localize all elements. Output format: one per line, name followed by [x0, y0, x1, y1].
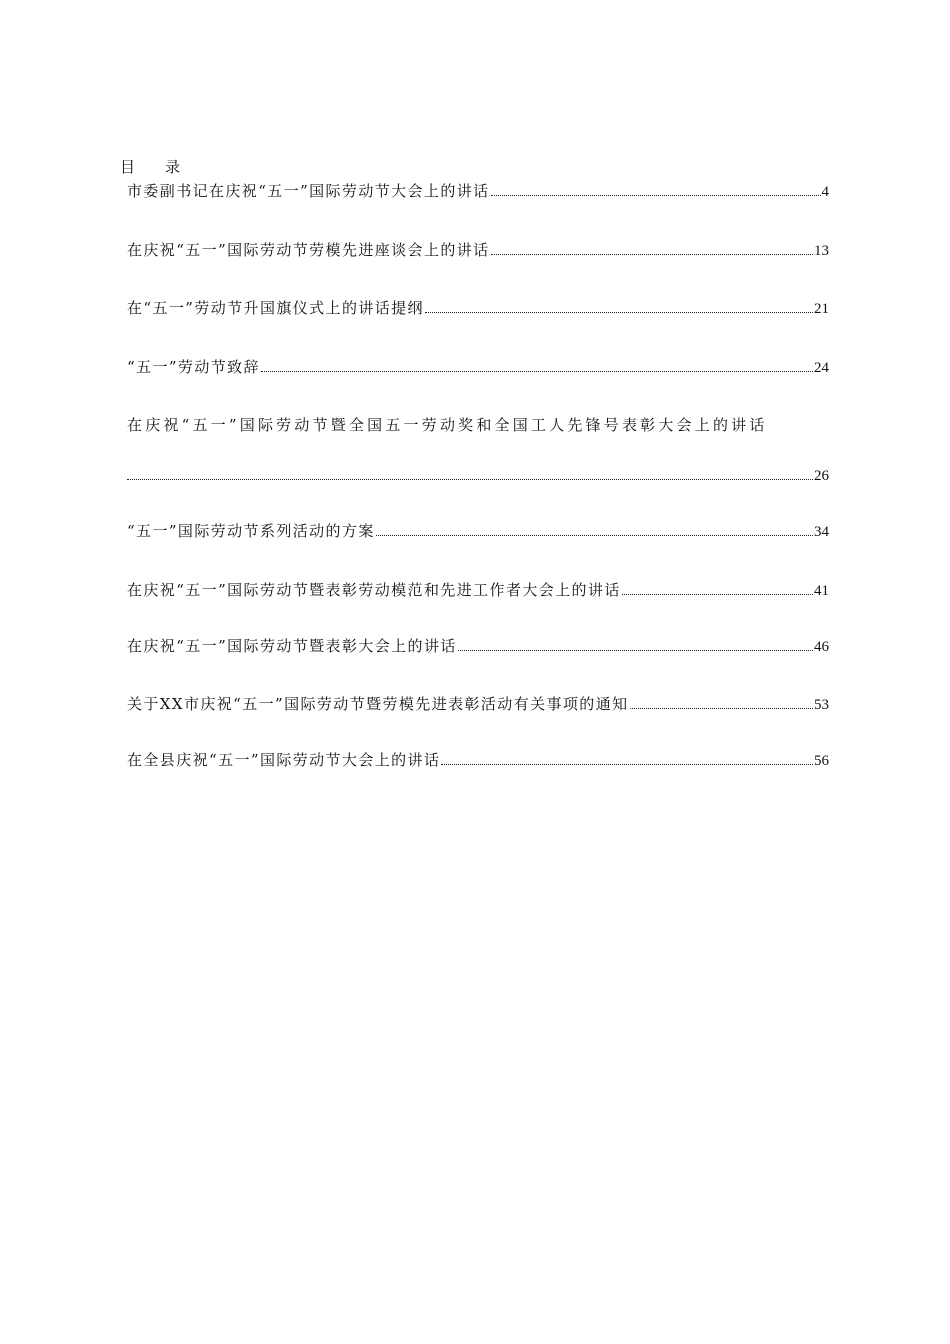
toc-entry-page: 21	[814, 301, 829, 317]
toc-leader-dots	[441, 764, 813, 765]
toc-entry[interactable]	[127, 750, 829, 771]
toc-entry[interactable]	[127, 521, 829, 542]
toc-entry-title: “五一”劳动节致辞	[127, 358, 260, 376]
toc-entry-page: 46	[814, 639, 829, 655]
toc-entry-page: 26	[814, 468, 829, 484]
toc-entry-page: 56	[814, 753, 829, 769]
toc-entry[interactable]	[127, 181, 829, 202]
toc-entry-title: 在庆祝“五一”国际劳动节暨表彰劳动模范和先进工作者大会上的讲话	[127, 581, 621, 599]
toc-leader-dots	[622, 594, 813, 595]
toc-entry-title: 在“五一”劳动节升国旗仪式上的讲话提纲	[127, 299, 424, 317]
toc-entry[interactable]	[127, 357, 829, 378]
toc-entry-title: 在庆祝“五一”国际劳动节暨全国五一劳动奖和全国工人先锋号表彰大会上的讲话	[127, 416, 768, 434]
toc-entry-page: 4	[821, 184, 829, 200]
toc-entry[interactable]	[127, 240, 829, 261]
toc-leader-dots	[127, 479, 813, 480]
toc-entry-title: 关于XX市庆祝“五一”国际劳动节暨劳模先进表彰活动有关事项的通知	[127, 695, 629, 713]
toc-leader-dots	[491, 254, 813, 255]
toc-entry-page: 41	[814, 583, 829, 599]
toc-leader-dots	[376, 535, 813, 536]
toc-entry-title: 在庆祝“五一”国际劳动节劳模先进座谈会上的讲话	[127, 241, 490, 259]
toc-entry-title: 市委副书记在庆祝“五一”国际劳动节大会上的讲话	[127, 182, 490, 200]
toc-entry[interactable]	[127, 580, 829, 601]
toc-leader-dots	[425, 312, 813, 313]
toc-heading-right: 录	[165, 158, 181, 176]
toc-heading-left: 目	[120, 158, 136, 176]
toc-leader-dots	[261, 371, 813, 372]
toc-entry-page: 13	[814, 243, 829, 259]
toc-entry-page: 24	[814, 360, 829, 376]
toc-entry-title: “五一”国际劳动节系列活动的方案	[127, 522, 375, 540]
toc-entry[interactable]	[127, 298, 829, 319]
toc-entry[interactable]	[127, 694, 829, 715]
toc-entry[interactable]	[127, 636, 829, 657]
toc-entry-title: 在庆祝“五一”国际劳动节暨表彰大会上的讲话	[127, 637, 457, 655]
toc-leader-dots	[491, 195, 821, 196]
toc-entry-page: 53	[814, 697, 829, 713]
toc-entry-page: 34	[814, 524, 829, 540]
toc-entry-continuation[interactable]	[127, 466, 829, 486]
toc-leader-dots	[458, 650, 813, 651]
toc-leader-dots	[630, 708, 814, 709]
toc-entry-title: 在全县庆祝“五一”国际劳动节大会上的讲话	[127, 751, 441, 769]
toc-entry[interactable]	[127, 415, 839, 435]
